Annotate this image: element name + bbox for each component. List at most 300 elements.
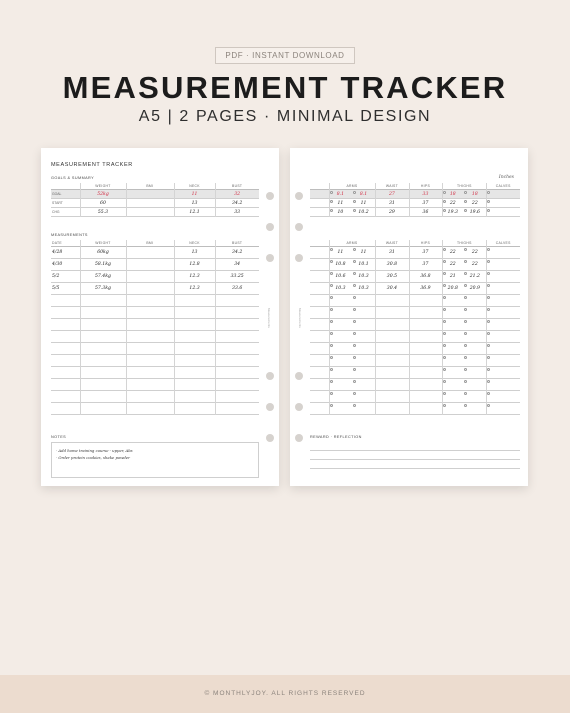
cell-value: 52kg bbox=[97, 191, 109, 197]
cell-value: 11 bbox=[337, 200, 344, 206]
table-cell bbox=[174, 247, 216, 258]
cell-value: 34.2 bbox=[232, 200, 243, 206]
table-row bbox=[51, 391, 259, 403]
table-cell bbox=[215, 283, 259, 294]
cell-value: 12.1 bbox=[189, 209, 200, 215]
table-row bbox=[310, 190, 520, 199]
cell-value: 32 bbox=[234, 191, 241, 197]
cell-value: 11 bbox=[191, 191, 198, 197]
side-tab-label: Measurements bbox=[267, 308, 271, 328]
table-cell bbox=[409, 190, 443, 198]
table-cell bbox=[375, 208, 409, 216]
table-cell bbox=[409, 307, 443, 318]
checkbox-circle bbox=[330, 284, 333, 287]
checkbox-circle bbox=[353, 356, 356, 359]
table-row bbox=[51, 367, 259, 379]
table-cell bbox=[486, 355, 520, 366]
table-cell bbox=[80, 259, 126, 270]
checkbox-circle bbox=[330, 380, 333, 383]
cell-value: 37 bbox=[422, 250, 429, 255]
column-header: NECK bbox=[189, 184, 200, 188]
table-row bbox=[310, 295, 520, 307]
table-cell bbox=[409, 208, 443, 216]
checkbox-circle bbox=[353, 296, 356, 299]
column-divider bbox=[486, 240, 487, 415]
table-cell bbox=[375, 379, 409, 390]
table-cell bbox=[80, 208, 126, 216]
table-cell bbox=[80, 271, 126, 282]
cell-value: 20.9 bbox=[469, 286, 480, 291]
table-cell bbox=[375, 190, 409, 198]
checkbox-circle bbox=[353, 332, 356, 335]
cell-value: 22 bbox=[471, 200, 478, 206]
column-header: BUST bbox=[232, 184, 243, 188]
cell-value: 10.3 bbox=[358, 286, 369, 291]
binder-hole bbox=[266, 192, 274, 200]
column-divider bbox=[126, 240, 127, 415]
cell-value: 10.2 bbox=[358, 209, 369, 215]
table-cell bbox=[486, 379, 520, 390]
cell-value: 33.25 bbox=[230, 274, 244, 279]
checkbox-circle bbox=[353, 248, 356, 251]
binder-hole bbox=[295, 254, 303, 262]
table-row bbox=[51, 295, 259, 307]
cell-value: 19.3 bbox=[447, 209, 458, 215]
table-row bbox=[51, 247, 259, 259]
cell-value: 21 bbox=[449, 274, 456, 279]
table-cell bbox=[174, 283, 216, 294]
table-cell bbox=[126, 283, 174, 294]
units-label: Inches bbox=[498, 175, 514, 180]
table-row bbox=[51, 343, 259, 355]
table-cell bbox=[126, 247, 174, 258]
binder-hole bbox=[266, 372, 274, 380]
table-cell bbox=[375, 199, 409, 207]
table-cell bbox=[80, 283, 126, 294]
reward-line bbox=[310, 468, 520, 469]
cell-value: 10 bbox=[337, 209, 344, 215]
checkbox-circle bbox=[353, 284, 356, 287]
column-divider bbox=[375, 240, 376, 415]
table-cell bbox=[486, 295, 520, 306]
column-divider bbox=[409, 240, 410, 415]
table-header bbox=[310, 240, 520, 247]
cell-value: 31 bbox=[388, 200, 395, 206]
notes-box bbox=[51, 442, 259, 478]
copyright-footer: © MONTHLYJOY. ALL RIGHTS RESERVED bbox=[0, 675, 570, 713]
cell-value: 57.3kg bbox=[95, 286, 111, 291]
checkbox-circle bbox=[353, 200, 356, 203]
table-cell bbox=[375, 367, 409, 378]
column-header: DATE bbox=[52, 241, 62, 245]
binder-hole bbox=[295, 372, 303, 380]
column-divider bbox=[174, 240, 175, 415]
checkbox-circle bbox=[353, 260, 356, 263]
table-cell bbox=[80, 199, 126, 207]
table-cell bbox=[215, 190, 259, 198]
column-header: WEIGHT bbox=[95, 241, 111, 245]
table-cell bbox=[375, 271, 409, 282]
table-cell bbox=[126, 271, 174, 282]
cell-value: 12.8 bbox=[189, 262, 200, 267]
cell-value: 12.3 bbox=[189, 286, 200, 291]
table-cell bbox=[409, 259, 443, 270]
column-divider bbox=[80, 183, 81, 217]
cell-value: 10.6 bbox=[335, 274, 346, 279]
table-row bbox=[51, 379, 259, 391]
cell-value: 57.4kg bbox=[95, 274, 111, 279]
table-cell bbox=[486, 391, 520, 402]
cell-value: 33 bbox=[234, 209, 241, 215]
cell-value: 37 bbox=[422, 262, 429, 267]
table-cell bbox=[409, 343, 443, 354]
table-cell bbox=[375, 259, 409, 270]
column-divider bbox=[215, 240, 216, 415]
column-header: WAIST bbox=[385, 241, 398, 245]
table-cell bbox=[486, 403, 520, 414]
table-row bbox=[310, 391, 520, 403]
table-cell bbox=[375, 391, 409, 402]
table-cell bbox=[375, 403, 409, 414]
table-cell bbox=[51, 199, 80, 207]
table-row bbox=[310, 307, 520, 319]
product-subtitle: A5 | 2 PAGES · MINIMAL DESIGN bbox=[138, 108, 432, 125]
table-cell bbox=[126, 190, 174, 198]
cell-value: 13 bbox=[191, 250, 198, 255]
table-cell bbox=[486, 271, 520, 282]
measurements-label: MEASUREMENTS bbox=[51, 233, 88, 237]
table-cell bbox=[486, 307, 520, 318]
cell-value: GOAL bbox=[52, 192, 62, 196]
table-cell bbox=[174, 208, 216, 216]
table-cell bbox=[486, 283, 520, 294]
cell-value: 34.2 bbox=[232, 250, 243, 255]
checkbox-circle bbox=[353, 392, 356, 395]
table-cell bbox=[409, 367, 443, 378]
cell-value: CHG bbox=[52, 210, 60, 214]
cell-value: 11 bbox=[360, 200, 367, 206]
table-cell bbox=[486, 199, 520, 207]
table-cell bbox=[486, 190, 520, 198]
table-row bbox=[51, 283, 259, 295]
table-row bbox=[310, 247, 520, 259]
column-header bbox=[310, 183, 329, 189]
column-divider bbox=[442, 183, 443, 217]
cell-value: 36.8 bbox=[420, 274, 431, 279]
cell-value: 58.1kg bbox=[95, 262, 111, 267]
cell-value: 20.8 bbox=[447, 286, 458, 291]
checkbox-circle bbox=[353, 368, 356, 371]
checkbox-circle bbox=[330, 260, 333, 263]
table-cell bbox=[409, 379, 443, 390]
checkbox-circle bbox=[353, 404, 356, 407]
table-row bbox=[51, 319, 259, 331]
table-cell bbox=[375, 307, 409, 318]
column-divider bbox=[409, 183, 410, 217]
binder-hole bbox=[266, 434, 274, 442]
table-cell bbox=[486, 259, 520, 270]
cell-value: 12.3 bbox=[189, 274, 200, 279]
checkbox-circle bbox=[330, 248, 333, 251]
measurements-table bbox=[51, 240, 259, 415]
column-divider bbox=[329, 240, 330, 415]
checkbox-circle bbox=[353, 272, 356, 275]
cell-value: 19.6 bbox=[469, 209, 480, 215]
cell-value: 4/30 bbox=[52, 262, 63, 267]
product-title: MEASUREMENT TRACKER bbox=[62, 70, 508, 105]
checkbox-circle bbox=[330, 191, 333, 194]
table-cell bbox=[51, 190, 80, 198]
table-cell bbox=[126, 208, 174, 216]
table-cell bbox=[409, 295, 443, 306]
goals-summary-label: GOALS & SUMMARY bbox=[51, 176, 95, 180]
column-divider bbox=[215, 183, 216, 217]
column-header: BMI bbox=[146, 184, 154, 188]
checkbox-circle bbox=[353, 191, 356, 194]
column-divider bbox=[329, 183, 330, 217]
table-row bbox=[51, 208, 259, 217]
table-row bbox=[310, 319, 520, 331]
column-divider bbox=[126, 183, 127, 217]
table-cell bbox=[486, 343, 520, 354]
column-divider bbox=[442, 240, 443, 415]
table-cell bbox=[375, 319, 409, 330]
cell-value: 21.2 bbox=[469, 274, 480, 279]
notes-label: NOTES bbox=[51, 435, 67, 439]
table-row bbox=[310, 283, 520, 295]
binder-hole bbox=[295, 434, 303, 442]
column-header: HIPS bbox=[420, 241, 431, 245]
cell-value: 5/5 bbox=[52, 286, 60, 291]
checkbox-circle bbox=[353, 320, 356, 323]
cell-value: 10.3 bbox=[358, 274, 369, 279]
planner-page-right bbox=[290, 148, 528, 486]
cell-value: 31 bbox=[388, 250, 395, 255]
table-cell bbox=[375, 283, 409, 294]
table-row bbox=[310, 259, 520, 271]
table-cell bbox=[174, 271, 216, 282]
table-cell bbox=[126, 199, 174, 207]
table-row bbox=[310, 379, 520, 391]
goals-table-right bbox=[310, 183, 520, 217]
table-row bbox=[310, 331, 520, 343]
note-line: · Order protein cookies, shake powder bbox=[56, 455, 130, 460]
cell-value: 4/28 bbox=[52, 250, 63, 255]
cell-value: 22 bbox=[449, 250, 456, 255]
table-cell bbox=[375, 295, 409, 306]
table-header bbox=[51, 240, 259, 247]
checkbox-circle bbox=[330, 332, 333, 335]
table-cell bbox=[51, 208, 80, 216]
checkbox-circle bbox=[330, 320, 333, 323]
binder-hole bbox=[295, 223, 303, 231]
note-line: · Add home training course - upper, Abs bbox=[56, 448, 133, 453]
table-cell bbox=[174, 259, 216, 270]
cell-value: 18 bbox=[449, 191, 456, 197]
cell-value: 18 bbox=[471, 191, 478, 197]
table-cell bbox=[51, 247, 80, 258]
checkbox-circle bbox=[353, 308, 356, 311]
table-cell bbox=[375, 355, 409, 366]
checkbox-circle bbox=[330, 392, 333, 395]
column-header: BUST bbox=[232, 241, 243, 245]
table-row bbox=[310, 355, 520, 367]
cell-value: 36 bbox=[422, 209, 429, 215]
table-cell bbox=[486, 367, 520, 378]
checkbox-circle bbox=[353, 380, 356, 383]
format-badge: PDF · INSTANT DOWNLOAD bbox=[215, 47, 355, 64]
table-cell bbox=[51, 283, 80, 294]
table-row bbox=[51, 271, 259, 283]
table-row bbox=[51, 355, 259, 367]
table-row bbox=[51, 403, 259, 415]
cell-value: 11 bbox=[360, 250, 367, 255]
cell-value: 27 bbox=[388, 191, 395, 197]
table-row bbox=[310, 199, 520, 208]
binder-hole bbox=[266, 403, 274, 411]
cell-value: 29 bbox=[388, 209, 395, 215]
table-cell bbox=[486, 247, 520, 258]
table-cell bbox=[409, 355, 443, 366]
cell-value: 22 bbox=[449, 200, 456, 206]
column-header bbox=[51, 183, 80, 189]
table-row bbox=[310, 403, 520, 415]
checkbox-circle bbox=[330, 368, 333, 371]
column-header: ARMS bbox=[346, 241, 358, 245]
cell-value: 60kg bbox=[97, 250, 109, 255]
reward-line bbox=[310, 450, 520, 451]
table-cell bbox=[409, 319, 443, 330]
table-cell bbox=[215, 259, 259, 270]
cell-value: 22 bbox=[471, 262, 478, 267]
checkbox-circle bbox=[353, 209, 356, 212]
column-header: CALVES bbox=[495, 241, 511, 245]
checkbox-circle bbox=[330, 209, 333, 212]
table-row bbox=[51, 199, 259, 208]
cell-value: 10.1 bbox=[358, 262, 369, 267]
measurements-table-right bbox=[310, 240, 520, 415]
binder-hole bbox=[295, 403, 303, 411]
table-cell bbox=[486, 331, 520, 342]
table-cell bbox=[375, 343, 409, 354]
checkbox-circle bbox=[330, 344, 333, 347]
column-header: WAIST bbox=[385, 184, 398, 188]
table-cell bbox=[80, 190, 126, 198]
column-header: BMI bbox=[146, 241, 154, 245]
table-header bbox=[51, 183, 259, 190]
cell-value: 37 bbox=[422, 200, 429, 206]
table-cell bbox=[409, 199, 443, 207]
binder-hole bbox=[266, 254, 274, 262]
table-cell bbox=[80, 247, 126, 258]
table-row bbox=[51, 259, 259, 271]
column-header: THIGHS bbox=[457, 184, 472, 188]
reward-line bbox=[310, 459, 520, 460]
column-divider bbox=[486, 183, 487, 217]
checkbox-circle bbox=[330, 356, 333, 359]
column-header: CALVES bbox=[495, 184, 511, 188]
planner-page-left bbox=[41, 148, 279, 486]
cell-value: 8.1 bbox=[336, 191, 345, 197]
column-header: HIPS bbox=[420, 184, 431, 188]
checkbox-circle bbox=[330, 404, 333, 407]
cell-value: 22 bbox=[449, 262, 456, 267]
table-cell bbox=[51, 271, 80, 282]
table-cell bbox=[486, 208, 520, 216]
table-cell bbox=[215, 208, 259, 216]
table-cell bbox=[409, 271, 443, 282]
column-divider bbox=[375, 183, 376, 217]
column-header: THIGHS bbox=[457, 241, 472, 245]
table-header bbox=[310, 183, 520, 190]
table-cell bbox=[409, 403, 443, 414]
table-cell bbox=[409, 283, 443, 294]
table-row bbox=[310, 208, 520, 217]
cell-value: 36.9 bbox=[420, 286, 431, 291]
cell-value: 33 bbox=[422, 191, 429, 197]
column-header: NECK bbox=[189, 241, 200, 245]
table-cell bbox=[409, 331, 443, 342]
cell-value: 8.1 bbox=[359, 191, 368, 197]
table-cell bbox=[409, 247, 443, 258]
cell-value: 33.6 bbox=[232, 286, 243, 291]
cell-value: START bbox=[52, 201, 63, 205]
cell-value: 5/2 bbox=[52, 274, 60, 279]
table-cell bbox=[51, 259, 80, 270]
checkbox-circle bbox=[330, 200, 333, 203]
cell-value: 30.8 bbox=[386, 262, 397, 267]
table-cell bbox=[174, 199, 216, 207]
cell-value: 34 bbox=[234, 262, 241, 267]
cell-value: 13 bbox=[191, 200, 198, 206]
checkbox-circle bbox=[330, 272, 333, 275]
checkbox-circle bbox=[330, 308, 333, 311]
reward-label: REWARD · REFLECTION bbox=[310, 435, 362, 439]
binder-hole bbox=[266, 223, 274, 231]
column-header: WEIGHT bbox=[95, 184, 111, 188]
table-row bbox=[310, 271, 520, 283]
column-divider bbox=[80, 240, 81, 415]
table-cell bbox=[215, 271, 259, 282]
cell-value: 10.3 bbox=[335, 286, 346, 291]
table-cell bbox=[486, 319, 520, 330]
table-row bbox=[310, 367, 520, 379]
column-header bbox=[310, 240, 329, 246]
table-cell bbox=[215, 199, 259, 207]
table-row bbox=[51, 190, 259, 199]
cell-value: 10.8 bbox=[335, 262, 346, 267]
checkbox-circle bbox=[330, 296, 333, 299]
goals-table bbox=[51, 183, 259, 217]
cell-value: 30.4 bbox=[386, 286, 397, 291]
table-cell bbox=[375, 331, 409, 342]
column-header: ARMS bbox=[346, 184, 358, 188]
checkbox-circle bbox=[353, 344, 356, 347]
binder-hole bbox=[295, 192, 303, 200]
cell-value: 55.3 bbox=[97, 209, 109, 215]
cell-value: 22 bbox=[471, 250, 478, 255]
cell-value: 11 bbox=[337, 250, 344, 255]
table-row bbox=[51, 331, 259, 343]
column-divider bbox=[174, 183, 175, 217]
table-cell bbox=[174, 190, 216, 198]
table-row bbox=[310, 343, 520, 355]
cell-value: 30.5 bbox=[386, 274, 397, 279]
page-title: MEASUREMENT TRACKER bbox=[51, 162, 133, 168]
table-row bbox=[51, 307, 259, 319]
cell-value: 60 bbox=[100, 200, 106, 206]
table-cell bbox=[375, 247, 409, 258]
